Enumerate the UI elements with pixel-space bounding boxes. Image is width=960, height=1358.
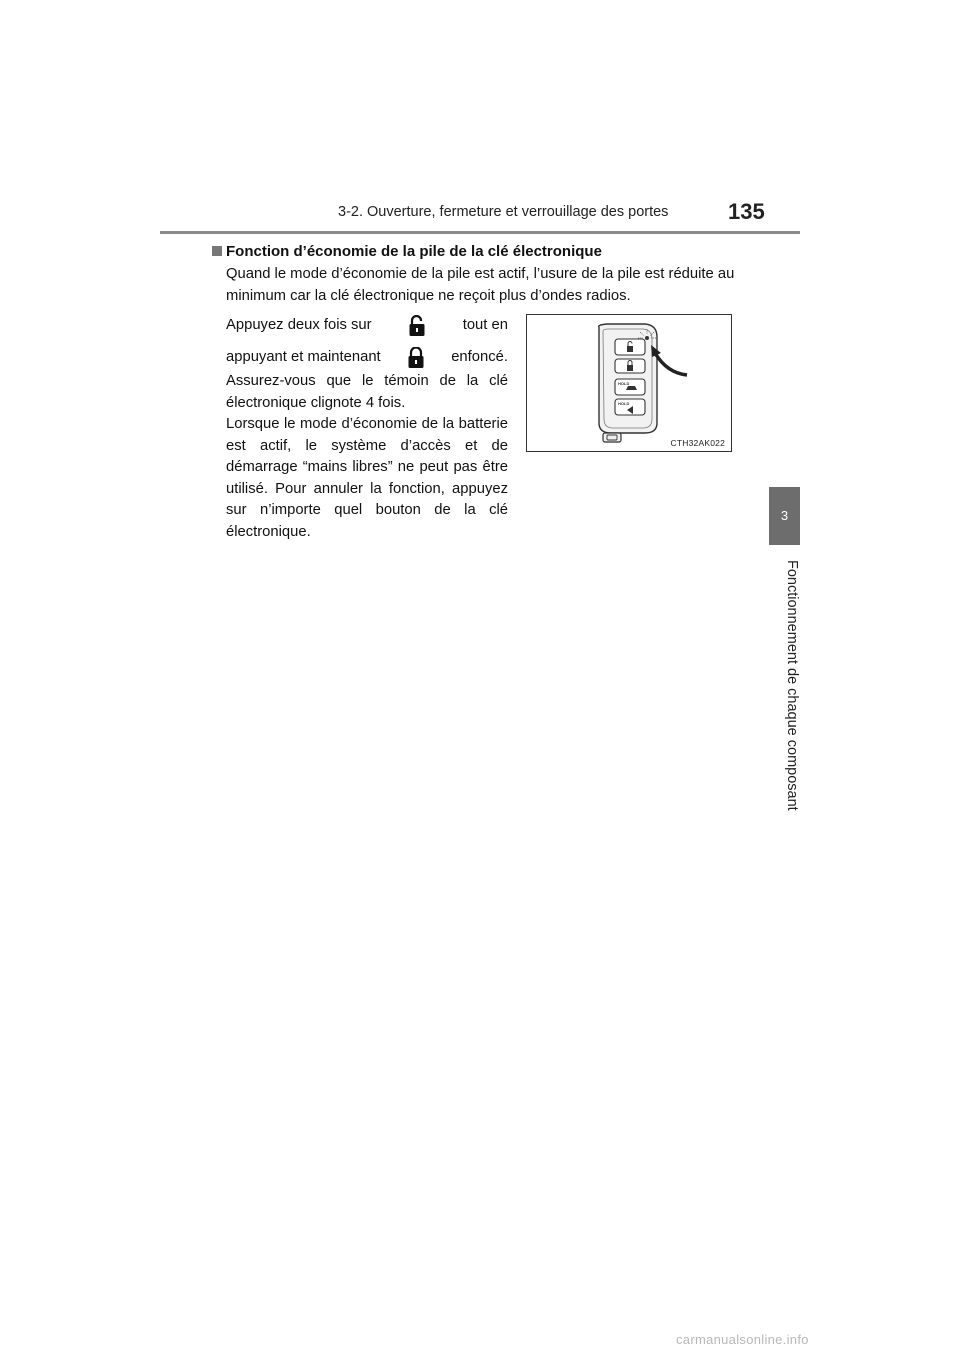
smart-key-figure [526, 314, 732, 452]
section-heading [212, 243, 602, 260]
chapter-label: Fonctionnement de chaque composant [784, 560, 800, 811]
smart-key-illustration [527, 315, 731, 451]
instruction-line-1-start: Appuyez deux fois sur [226, 317, 372, 334]
figure-code: CTH32AK022 [670, 438, 725, 448]
confirmation-paragraph: Assurez-vous que le témoin de la clé électronique clignote 4 fois. [226, 373, 508, 411]
page-number: 135 [728, 199, 765, 224]
unlock-icon [408, 315, 426, 337]
instruction-line-2 [226, 346, 508, 370]
intro-paragraph: Quand le mode d’économie de la pile est actif, l’usure de la pile est réduite au minimum car la clé électronique ne reçoit plus d’ondes radios. [226, 266, 735, 304]
instruction-text [226, 314, 508, 543]
instruction-line-2-end: enfoncé. [451, 349, 508, 366]
watermark: carmanualsonline.info [676, 1332, 809, 1347]
section-heading-text: Fonction d’économie de la pile de la clé électronique [226, 243, 602, 260]
chapter-tab: 3 [769, 487, 800, 545]
hold-label-1: HOLD [618, 381, 630, 386]
square-bullet-icon [212, 246, 222, 256]
hold-label-2: HOLD [618, 401, 630, 406]
instruction-line-2-start: appuyant et maintenant [226, 349, 381, 366]
header-title: 3-2. Ouverture, fermeture et verrouillage des portes [338, 204, 669, 220]
cancel-paragraph: Lorsque le mode d’économie de la batterie est actif, le système d’accès et de démarrage “mains libres” ne peut pas être utilisé. Pour annuler la fonction, appuyez sur n’importe quel bouton de la clé électronique. [226, 416, 508, 540]
instruction-line-1-end: tout en [462, 317, 508, 334]
instruction-line-1 [226, 314, 508, 338]
lock-icon [407, 347, 425, 369]
header-rule [160, 231, 800, 234]
